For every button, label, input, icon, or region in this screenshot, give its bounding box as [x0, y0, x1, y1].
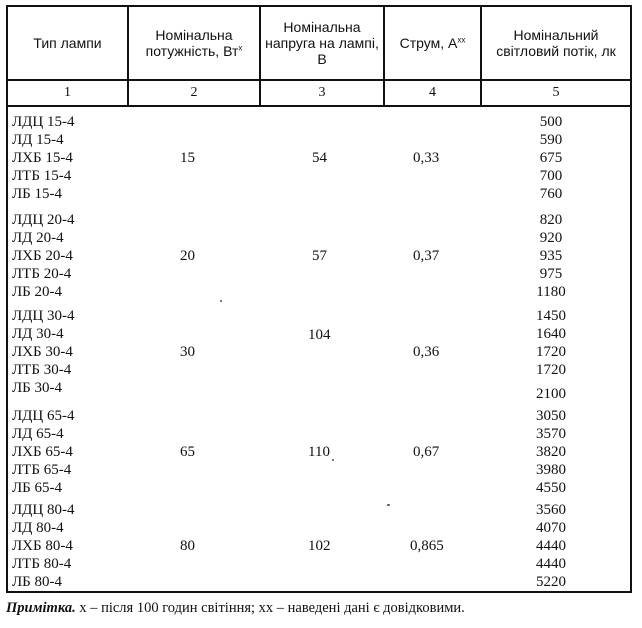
- flux-value: 4070: [536, 520, 566, 536]
- header-type: Тип лампи: [33, 35, 102, 51]
- lamp-type: ЛТБ 80-4: [12, 556, 72, 572]
- flux-values: [476, 501, 626, 591]
- lamp-type: ЛТБ 65-4: [12, 462, 72, 478]
- flux-value: 500: [539, 114, 563, 130]
- column-number: 3: [318, 85, 326, 100]
- lamp-types: [12, 407, 127, 497]
- lamp-type: ЛД 80-4: [12, 520, 64, 536]
- flux-value: 1720: [536, 362, 566, 378]
- power-value: 30: [180, 343, 195, 360]
- lamp-type: ЛБ 30-4: [12, 380, 63, 396]
- flux-value: 3050: [536, 408, 566, 424]
- flux-value: 935: [539, 248, 563, 264]
- lamp-type: ЛХБ 65-4: [12, 444, 73, 460]
- voltage-value: 102: [308, 537, 331, 554]
- current-footnote-mark: хх: [457, 35, 466, 45]
- lamp-type: ЛДЦ 15-4: [12, 114, 75, 130]
- numbers-divider: [6, 105, 632, 107]
- flux-value: 760: [539, 186, 563, 202]
- current-value: 0,67: [413, 443, 440, 460]
- column-number: 4: [429, 85, 436, 100]
- lamp-type: ЛБ 20-4: [12, 284, 63, 300]
- voltage-value: 54: [312, 149, 327, 166]
- current-value: 0,33: [413, 149, 440, 166]
- flux-value: 4440: [536, 538, 566, 554]
- voltage-value: 57: [312, 247, 327, 264]
- flux-values: [476, 211, 626, 301]
- footnote-text: х – після 100 годин світіння; хх – наведені дані є довідковими.: [75, 600, 465, 616]
- lamp-type: ЛХБ 80-4: [12, 538, 73, 554]
- current-value: 0,865: [410, 537, 444, 554]
- header-current: Струм, $А^{хх}$: [399, 35, 466, 51]
- flux-value: 1180: [536, 284, 566, 300]
- flux-value: 590: [539, 132, 563, 148]
- power-footnote-mark: х: [238, 43, 243, 53]
- column-number: 2: [190, 85, 198, 100]
- lamp-type: ЛД 65-4: [12, 426, 64, 442]
- table-row-group: [6, 501, 632, 591]
- flux-values: [476, 113, 626, 203]
- lamp-type: ЛТБ 15-4: [12, 168, 72, 184]
- flux-value: 2100: [536, 386, 566, 402]
- table-row-group: [6, 113, 632, 203]
- power-value: 65: [180, 443, 195, 460]
- lamp-type: ЛДЦ 30-4: [12, 308, 75, 324]
- header-flux: Номінальний світловий потік, лк: [496, 27, 616, 59]
- flux-value: 1640: [536, 326, 566, 342]
- lamp-type: ЛТБ 20-4: [12, 266, 72, 282]
- power-value: 20: [180, 247, 195, 264]
- lamp-type: ЛХБ 20-4: [12, 248, 73, 264]
- lamp-types: [12, 501, 127, 591]
- lamp-types: [12, 211, 127, 301]
- lamp-type: ЛД 15-4: [12, 132, 64, 148]
- lamp-types: [12, 307, 127, 397]
- lamp-type: ЛХБ 15-4: [12, 150, 73, 166]
- current-value: 0,36: [413, 343, 440, 360]
- flux-value: 1720: [536, 344, 566, 360]
- flux-value: 975: [539, 266, 563, 282]
- scan-speck: [332, 459, 334, 461]
- lamp-type: ЛДЦ 20-4: [12, 212, 75, 228]
- lamp-type: ЛД 30-4: [12, 326, 64, 342]
- column-number: 1: [64, 85, 71, 100]
- current-value: 0,37: [413, 247, 440, 264]
- table-row-group: [6, 407, 632, 497]
- scan-speck: [387, 504, 390, 506]
- voltage-value: 110: [308, 443, 330, 460]
- flux-value: 3980: [536, 462, 566, 478]
- lamp-type: ЛДЦ 80-4: [12, 502, 75, 518]
- lamp-types: [12, 113, 127, 203]
- flux-value: 4440: [536, 556, 566, 572]
- table-row-group: [6, 307, 632, 402]
- flux-value: 1450: [536, 308, 566, 324]
- header-power: Номінальна потужність, $Вт^х$: [145, 27, 243, 59]
- lamp-type: ЛДЦ 65-4: [12, 408, 75, 424]
- lamp-type: ЛБ 65-4: [12, 480, 63, 496]
- lamp-table: [6, 5, 632, 594]
- column-number: 5: [552, 85, 560, 100]
- lamp-type: ЛД 20-4: [12, 230, 64, 246]
- lamp-type: ЛХБ 30-4: [12, 344, 73, 360]
- flux-value: 675: [539, 150, 563, 166]
- flux-value: 3570: [536, 426, 566, 442]
- header-voltage: Номінальна напруга на лампі, В: [265, 19, 379, 67]
- flux-value: 5220: [536, 574, 566, 590]
- footnote-label: Примітка.: [6, 600, 76, 616]
- scan-speck: [220, 300, 222, 302]
- power-value: 80: [180, 537, 195, 554]
- flux-value: 3560: [536, 502, 566, 518]
- lamp-type: ЛБ 15-4: [12, 186, 63, 202]
- table-footnote: [6, 600, 636, 617]
- flux-values: [476, 407, 626, 497]
- voltage-value: 104: [308, 327, 331, 343]
- flux-value: 820: [539, 212, 563, 228]
- flux-value: 4550: [536, 480, 566, 496]
- power-value: 15: [180, 149, 195, 166]
- flux-value: 3820: [536, 444, 566, 460]
- flux-value: 920: [539, 230, 563, 246]
- table-row-group: [6, 211, 632, 301]
- flux-value: 700: [539, 168, 563, 184]
- flux-values: [476, 307, 626, 402]
- lamp-type: ЛТБ 30-4: [12, 362, 72, 378]
- lamp-type: ЛБ 80-4: [12, 574, 63, 590]
